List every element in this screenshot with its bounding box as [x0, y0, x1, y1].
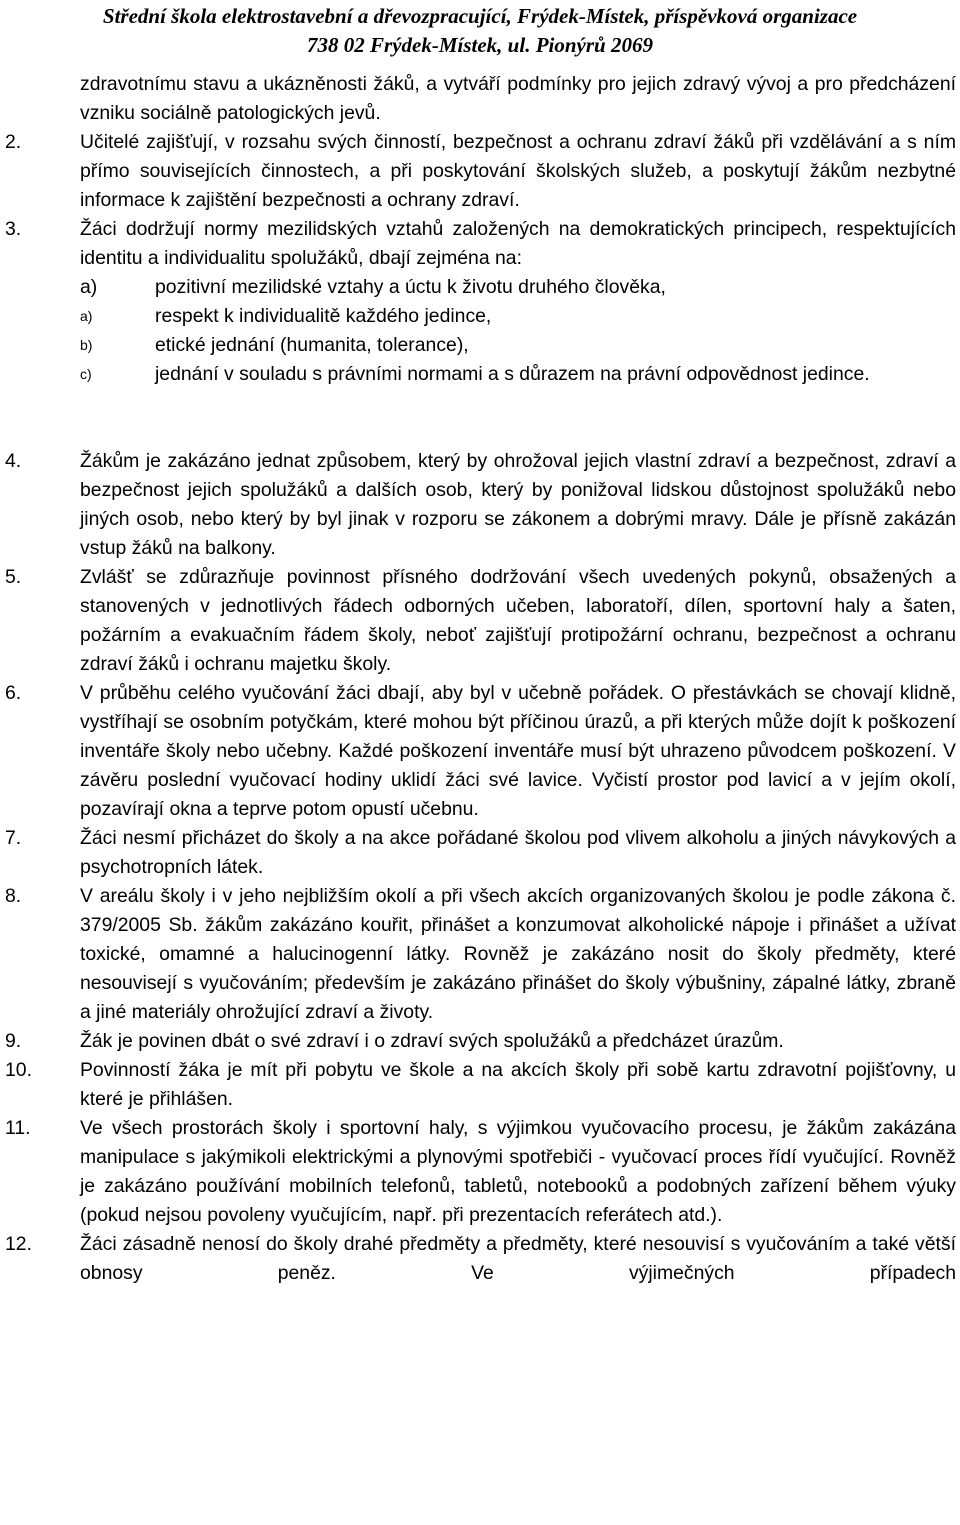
- subitem-text: etické jednání (humanita, tolerance),: [155, 334, 469, 356]
- subitem-text: pozitivní mezilidské vztahy a úctu k životu druhého člověka,: [155, 276, 666, 298]
- rule-subitem: [0, 331, 960, 360]
- school-name: Střední škola elektrostavební a dřevozpracující, Frýdek-Místek, příspěvková organizace: [102, 4, 858, 28]
- rule-item-5: [0, 563, 960, 679]
- rule-item-9: [0, 1027, 960, 1056]
- subitem-mark: c): [80, 366, 92, 382]
- rule-number: 12.: [5, 1233, 32, 1255]
- rule-text: Žáci dodržují normy mezilidských vztahů založených na demokratických principech, respektujících identitu a individualitu spolužáků, dbají zejména na:: [80, 218, 956, 269]
- rule-item-10: [0, 1056, 960, 1114]
- rule-item-8: [0, 882, 960, 1027]
- rule-subitem: [0, 302, 960, 331]
- rule-number: 5.: [5, 566, 22, 588]
- school-address: 738 02 Frýdek-Místek, ul. Pionýrů 2069: [307, 33, 653, 57]
- rule-text: Učitelé zajišťují, v rozsahu svých činností, bezpečnost a ochranu zdraví žáků při vzdělávání a s ním přímo souvisejících činnostech, a při poskytování školských služeb, a poskytují žákům nezbytné informace k zajištění bezpečnosti a ochrany zdraví.: [80, 131, 956, 211]
- rule-item-6: [0, 679, 960, 824]
- rule-item-12: [0, 1230, 960, 1288]
- rule-item-2: [0, 128, 960, 215]
- rule-text: Ve všech prostorách školy i sportovní haly, s výjimkou vyučovacího procesu, je žákům zakázána manipulace s jakýmikoli elektrickými a plynovými spotřebiči - vyučovací proces řídí vyučující. Rovněž je zakázáno používání mobilních telefonů, tabletů, notebooků a podobných zařízení během výuky (pokud nejsou povoleny vyučujícím, např. při prezentacích referátech atd.).: [80, 1117, 956, 1226]
- rule-subitem: [0, 360, 960, 389]
- rule-text: Žákům je zakázáno jednat způsobem, který by ohrožoval jejich vlastní zdraví a bezpečnost, zdraví a bezpečnost jejich spolužáků a dalších osob, který by ponižoval lidskou důstojnost spolužáků nebo jiných osob, nebo který by byl jinak v rozporu se zákonem a dobrými mravy. Dále je přísně zakázán vstup žáků na balkony.: [80, 450, 956, 559]
- rule-item-4: [0, 447, 960, 563]
- rule-subitem: [0, 273, 960, 302]
- rule-text: Žáci nesmí přicházet do školy a na akce pořádané školou pod vlivem alkoholu a jiných návykových a psychotropních látek.: [80, 827, 956, 878]
- rule-number: 8.: [5, 885, 22, 907]
- rule-number: 11.: [5, 1117, 31, 1139]
- subitem-text: jednání v souladu s právními normami a s důrazem na právní odpovědnost jedince.: [155, 363, 870, 385]
- rule-number: 4.: [5, 450, 22, 472]
- rule-number: 2.: [5, 131, 22, 153]
- rule-text: V areálu školy i v jeho nejbližším okolí a při všech akcích organizovaných školou je podle zákona č. 379/2005 Sb. žákům zakázáno kouřit, přinášet a konzumovat alkoholické nápoje i přinášet a užívat toxické, omamné a halucinogenní látky. Rovněž je zakázáno nosit do školy předměty, které nesouvisejí s vyučováním; především je zakázáno přinášet do školy výbušniny, zápalné látky, zbraně a jiné materiály ohrožující zdraví a životy.: [80, 885, 956, 1023]
- rule-number: 10.: [5, 1059, 32, 1081]
- intro-paragraph: [0, 70, 960, 128]
- rule-text: Žáci zásadně nenosí do školy drahé předměty a předměty, které nesouvisí s vyučováním a také větší obnosy peněz. Ve výjimečných případech: [80, 1233, 956, 1284]
- rules-body: [0, 70, 960, 1288]
- rule-item-11: [0, 1114, 960, 1230]
- document-header: [0, 0, 960, 60]
- subitem-text: respekt k individualitě každého jedince,: [155, 305, 492, 327]
- rule-text: Zvlášť se zdůrazňuje povinnost přísného dodržování všech uvedených pokynů, obsažených a stanovených v jednotlivých řádech odborných učeben, laboratoří, dílen, sportovní haly a šaten, požárním a evakuačním řádem školy, neboť zajišťují protipožární ochranu, bezpečnost a ochranu zdraví žáků i ochranu majetku školy.: [80, 566, 956, 675]
- rule-number: 3.: [5, 218, 22, 240]
- rule-text: V průběhu celého vyučování žáci dbají, aby byl v učebně pořádek. O přestávkách se chovají klidně, vystříhají se osobním potyčkám, které mohou být příčinou úrazů, a při kterých může dojít k poškození inventáře školy nebo učebny. Každé poškození inventáře musí být uhrazeno původcem poškození. V závěru poslední vyučovací hodiny uklidí žáci své lavice. Vyčistí prostor pod lavicí a v jejím okolí, pozavírají okna a teprve potom opustí učebnu.: [80, 682, 956, 820]
- rule-text: Povinností žáka je mít při pobytu ve škole a na akcích školy při sobě kartu zdravotní pojišťovny, u které je přihlášen.: [80, 1059, 956, 1110]
- rule-number: 6.: [5, 682, 22, 704]
- subitem-mark: a): [80, 308, 93, 324]
- rule-item-3: [0, 215, 960, 273]
- intro-text: zdravotnímu stavu a ukázněnosti žáků, a vytváří podmínky pro jejich zdravý vývoj a pro předcházení vzniku sociálně patologických jevů.: [80, 73, 956, 124]
- rule-text: Žák je povinen dbát o své zdraví i o zdraví svých spolužáků a předcházet úrazům.: [80, 1030, 784, 1052]
- rule-number: 9.: [5, 1030, 22, 1052]
- rule-item-7: [0, 824, 960, 882]
- rule-number: 7.: [5, 827, 22, 849]
- paragraph-gap: [0, 389, 960, 447]
- subitem-mark: b): [80, 337, 93, 353]
- subitem-mark: a): [80, 276, 98, 298]
